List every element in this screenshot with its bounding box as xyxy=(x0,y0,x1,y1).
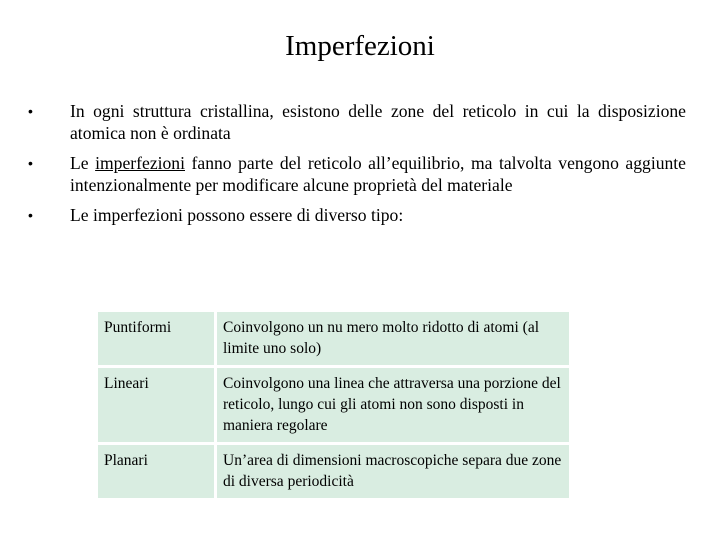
bullet-list xyxy=(28,100,686,234)
imperfection-description: Coinvolgono una linea che attraversa una porzione del reticolo, lungo cui gli atomi non sono disposti in maniera regolare xyxy=(217,368,569,442)
imperfection-type: Planari xyxy=(98,445,214,498)
bullet-marker: • xyxy=(28,155,33,171)
bullet-marker: • xyxy=(28,103,33,119)
imperfection-type: Lineari xyxy=(98,368,214,442)
bullet-item xyxy=(28,204,686,226)
imperfection-description: Un’area di dimensioni macroscopiche separa due zone di diversa periodicità xyxy=(217,445,569,498)
bullet-text-start: Le xyxy=(70,153,96,173)
underlined-term: imperfezioni xyxy=(95,153,185,173)
bullet-marker: • xyxy=(28,207,33,223)
slide-title: Imperfezioni xyxy=(285,30,435,62)
table-row xyxy=(98,445,569,498)
table-row xyxy=(98,312,569,365)
bullet-text: Le imperfezioni possono essere di diverso tipo: xyxy=(70,205,404,225)
imperfections-table xyxy=(95,309,572,501)
imperfection-type: Puntiformi xyxy=(98,312,214,365)
bullet-item xyxy=(28,152,686,196)
table-row xyxy=(98,368,569,442)
imperfection-description: Coinvolgono un nu mero molto ridotto di atomi (al limite uno solo) xyxy=(217,312,569,365)
bullet-text: In ogni struttura cristallina, esistono delle zone del reticolo in cui la disposizione atomica non è ordinata xyxy=(70,101,686,143)
bullet-item xyxy=(28,100,686,144)
bullet-text-end: fanno parte del reticolo all’equilibrio, ma talvolta vengono aggiunte intenzionalmente per modificare alcune proprietà del materiale xyxy=(70,153,686,195)
